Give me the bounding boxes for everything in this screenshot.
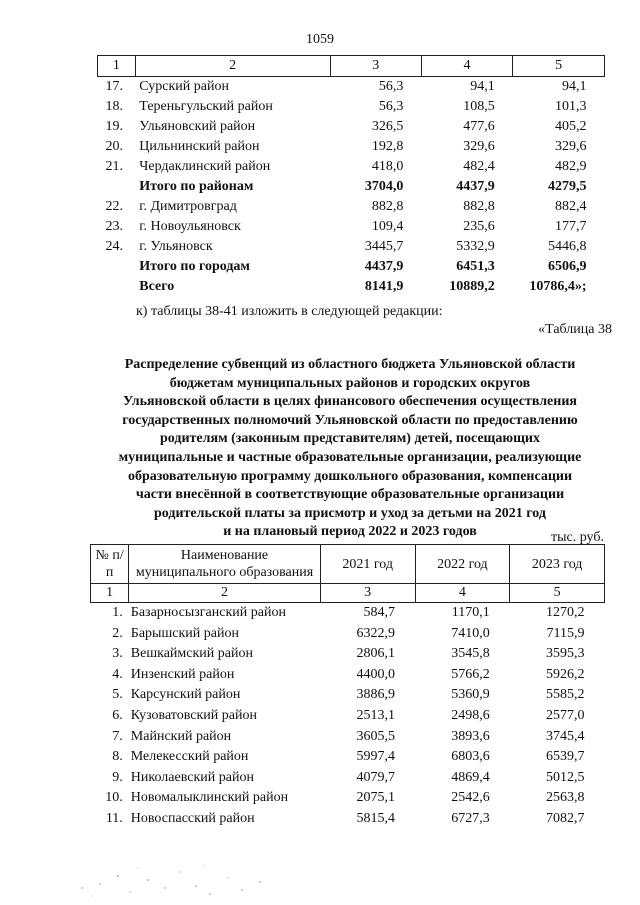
cell-v1: 3605,5 [356, 728, 396, 744]
cell-num: 18. [105, 99, 123, 114]
cell-v1: 192,8 [371, 139, 404, 154]
cell-name: Майнский район [130, 728, 232, 744]
cell-name: Цильнинский район [139, 139, 260, 154]
cell-num: 24. [105, 239, 123, 254]
table-row [98, 277, 605, 297]
table-label: «Таблица 38 [538, 322, 612, 337]
cell-v3: 5926,2 [546, 666, 585, 682]
title-line: бюджетам муниципальных районов и городских округов [169, 375, 531, 391]
table-row [91, 685, 605, 706]
cell-v2: 5766,2 [451, 666, 490, 682]
cell-v3: 94,1 [562, 79, 587, 94]
cell-name: г. Ульяновск [139, 239, 213, 254]
units-label: тыс. руб. [551, 530, 604, 545]
column-number: 5 [510, 584, 605, 603]
cell-v1: 4400,0 [356, 666, 396, 682]
cell-v1: 8141,9 [364, 279, 404, 294]
table-row [98, 137, 605, 157]
page-number: 1059 [306, 32, 334, 47]
cell-v2: 5332,9 [456, 239, 495, 254]
header-cell-name: Наименование муниципального образования [129, 545, 320, 584]
title-line: части внесённой в соответствующие образовательные организации [135, 487, 565, 503]
table-row [98, 197, 605, 217]
amendment-note: к) таблицы 38-41 изложить в следующей редакции: [136, 304, 443, 319]
cell-num: 5. [112, 687, 123, 703]
table-row [98, 97, 605, 117]
cell-v3: 405,2 [555, 119, 587, 134]
title-line: Ульяновской области в целях финансового обеспечения осуществления [123, 394, 577, 410]
cell-v3: 3595,3 [546, 646, 585, 662]
cell-num: 9. [112, 769, 123, 785]
cell-num [98, 257, 136, 277]
cell-num: 10. [105, 790, 123, 806]
cell-v3: 882,4 [555, 199, 587, 214]
cell-v2: 5360,9 [451, 687, 490, 703]
cell-name: Всего [139, 279, 175, 294]
table-row [91, 665, 605, 686]
cell-v3: 2563,8 [546, 790, 585, 806]
header-cell: 1 [98, 56, 136, 77]
cell-v1: 3886,9 [356, 687, 396, 703]
cell-name: Барышский район [130, 625, 239, 641]
cell-v2: 4437,9 [456, 179, 495, 194]
top-table [97, 55, 605, 297]
cell-num: 8. [112, 749, 123, 765]
cell-v3: 6539,7 [546, 749, 585, 765]
table-row [91, 624, 605, 645]
cell-name: Сурский район [139, 79, 229, 94]
column-number: 2 [129, 584, 320, 603]
column-number: 1 [91, 584, 129, 603]
cell-v2: 3893,6 [451, 728, 490, 744]
cell-v3: 5446,8 [548, 239, 587, 254]
table-row [91, 603, 605, 624]
cell-v2: 882,8 [463, 199, 495, 214]
header-cell-number: № п/п [91, 545, 129, 584]
cell-v1: 3704,0 [364, 179, 404, 194]
table-row [91, 644, 605, 665]
header-cell: 3 [330, 56, 421, 77]
cell-v3: 7115,9 [546, 625, 585, 641]
cell-name: Новоспасский район [130, 810, 255, 826]
cell-v2: 108,5 [463, 99, 495, 114]
cell-v1: 882,8 [371, 199, 404, 214]
cell-v3: 6506,9 [548, 259, 587, 274]
cell-v3: 4279,5 [548, 179, 587, 194]
table-row [98, 77, 605, 98]
header-cell-2021: 2021 год [320, 545, 415, 584]
cell-name: Итого по районам [139, 179, 254, 194]
cell-v2: 10889,2 [449, 279, 495, 294]
table-row [98, 257, 605, 277]
top-table-header-row [98, 56, 605, 77]
cell-v3: 101,3 [555, 99, 587, 114]
cell-num: 19. [105, 119, 123, 134]
cell-v1: 6322,9 [356, 625, 396, 641]
table-row [98, 157, 605, 177]
scan-artifact [70, 858, 280, 900]
cell-name: Карсунский район [130, 687, 241, 703]
cell-v3: 7082,7 [546, 810, 585, 826]
cell-num: 21. [105, 159, 123, 174]
cell-name: Чердаклинский район [139, 159, 271, 174]
cell-num [98, 277, 136, 297]
cell-name: г. Димитровград [139, 199, 237, 214]
cell-v1: 5815,4 [356, 810, 396, 826]
table-row [91, 768, 605, 789]
cell-v1: 56,3 [378, 79, 404, 94]
cell-name: Базарносызганский район [130, 605, 286, 620]
cell-v3: 5012,5 [546, 769, 585, 785]
header-cell: 2 [135, 56, 330, 77]
cell-num: 6. [112, 707, 123, 723]
cell-v2: 7410,0 [451, 625, 490, 641]
cell-v2: 2542,6 [451, 790, 490, 806]
cell-num: 11. [105, 810, 123, 826]
cell-v2: 482,4 [463, 159, 495, 174]
main-table-header-row [91, 545, 605, 584]
cell-num: 7. [112, 728, 123, 744]
cell-v1: 584,7 [363, 605, 396, 620]
cell-v2: 477,6 [463, 119, 495, 134]
cell-v1: 4079,7 [356, 769, 396, 785]
header-cell: 4 [421, 56, 512, 77]
cell-v2: 1170,1 [451, 605, 490, 620]
cell-v2: 329,6 [463, 139, 495, 154]
cell-v2: 6727,3 [451, 810, 490, 826]
cell-v2: 94,1 [470, 79, 495, 94]
cell-name: Новомалыклинский район [130, 790, 289, 806]
main-table-column-numbers [91, 584, 605, 603]
cell-num: 4. [112, 666, 123, 682]
cell-num: 3. [112, 646, 123, 662]
cell-v2: 2498,6 [451, 707, 490, 723]
table-row [91, 809, 605, 830]
cell-name: Мелекесский район [130, 749, 249, 765]
cell-v1: 109,4 [371, 219, 404, 234]
cell-v2: 3545,8 [451, 646, 490, 662]
table-row [91, 706, 605, 727]
table-row [91, 788, 605, 809]
cell-v3: 5585,2 [546, 687, 585, 703]
title-line: и на плановый период 2022 и 2023 годов [223, 524, 477, 540]
table-row [98, 217, 605, 237]
cell-v3: 177,7 [555, 219, 587, 234]
cell-v3: 3745,4 [546, 728, 585, 744]
cell-v3: 329,6 [555, 139, 587, 154]
table-title [90, 356, 610, 542]
table-row [98, 237, 605, 257]
cell-name: Инзенский район [130, 666, 235, 682]
header-cell-2023: 2023 год [510, 545, 605, 584]
cell-v2: 6451,3 [456, 259, 495, 274]
title-line: Распределение субвенций из областного бюджета Ульяновской области [124, 357, 576, 372]
table-row [91, 727, 605, 748]
title-line: государственных полномочий Ульяновской области по предоставлению [122, 412, 578, 428]
column-number: 4 [415, 584, 510, 603]
cell-name: Кузоватовский район [130, 707, 257, 723]
cell-name: г. Новоульяновск [139, 219, 241, 234]
header-cell: 5 [513, 56, 605, 77]
cell-v1: 2806,1 [356, 646, 396, 662]
cell-num: 1. [112, 605, 123, 620]
cell-name: Тереньгульский район [139, 99, 273, 114]
cell-v3: 10786,4»; [529, 279, 587, 294]
header-cell-2022: 2022 год [415, 545, 510, 584]
table-row [91, 747, 605, 768]
title-line: образовательную программу дошкольного образования, компенсации [127, 468, 573, 484]
cell-v2: 235,6 [463, 219, 495, 234]
cell-v1: 56,3 [378, 99, 404, 114]
table-row [98, 117, 605, 137]
title-line: родителям (законным представителям) детей, посещающих [160, 431, 540, 447]
cell-num [98, 177, 136, 197]
cell-v1: 418,0 [371, 159, 404, 174]
cell-v1: 2075,1 [356, 790, 396, 806]
cell-v1: 2513,1 [356, 707, 396, 723]
cell-num: 22. [105, 199, 123, 214]
main-table [90, 544, 605, 830]
cell-name: Итого по городам [139, 259, 250, 274]
cell-v1: 326,5 [371, 119, 404, 134]
cell-v1: 4437,9 [364, 259, 404, 274]
cell-num: 23. [105, 219, 123, 234]
title-line: родительской платы за присмотр и уход за детьми на 2021 год [154, 505, 546, 521]
cell-v3: 482,9 [555, 159, 587, 174]
cell-num: 17. [105, 79, 123, 94]
cell-v1: 3445,7 [364, 239, 404, 254]
cell-v1: 5997,4 [356, 749, 396, 765]
cell-num: 20. [105, 139, 123, 154]
column-number: 3 [320, 584, 415, 603]
title-line: муниципальные и частные образовательные организации, реализующие [118, 449, 582, 465]
cell-v3: 1270,2 [546, 605, 585, 620]
cell-num: 2. [112, 625, 123, 641]
cell-name: Николаевский район [130, 769, 254, 785]
cell-name: Вешкаймский район [130, 646, 253, 662]
cell-v2: 6803,6 [451, 749, 490, 765]
cell-v3: 2577,0 [546, 707, 585, 723]
cell-name: Ульяновский район [139, 119, 256, 134]
table-row [98, 177, 605, 197]
cell-v2: 4869,4 [451, 769, 490, 785]
